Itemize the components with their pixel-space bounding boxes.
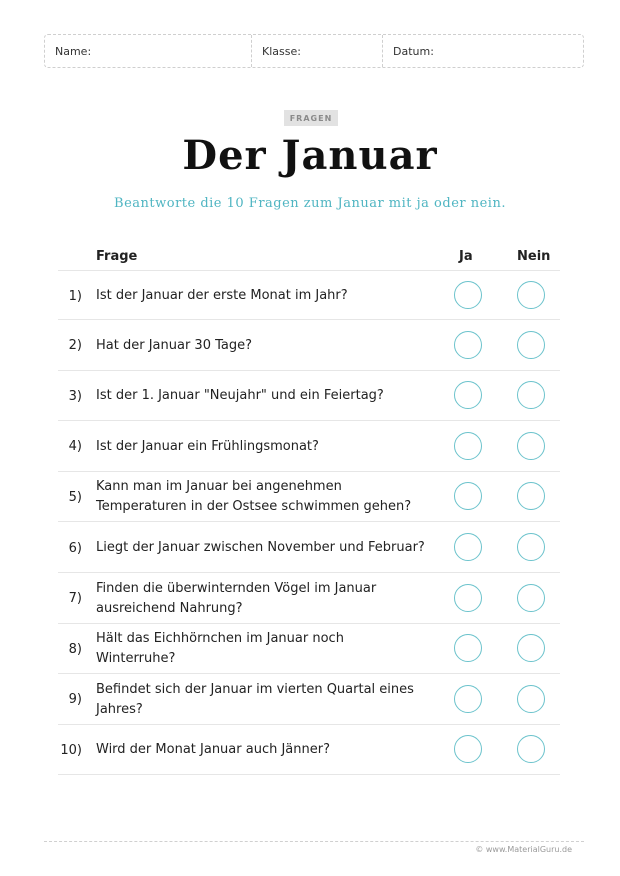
question-number: 3) <box>68 388 82 404</box>
question-number: 7) <box>68 591 82 607</box>
answer-no-circle[interactable] <box>517 533 545 561</box>
question-number: 6) <box>68 540 82 556</box>
copyright: © www.MaterialGuru.de <box>475 845 572 854</box>
table-row <box>58 422 560 472</box>
table-row <box>58 574 560 624</box>
question-number: 8) <box>68 641 82 657</box>
answer-yes-circle[interactable] <box>454 281 482 309</box>
table-row <box>58 321 560 371</box>
answer-yes-circle[interactable] <box>454 482 482 510</box>
answer-yes-circle[interactable] <box>454 381 482 409</box>
table-row <box>58 624 560 674</box>
question-text: Ist der Januar ein Frühlingsmonat? <box>96 438 319 454</box>
answer-no-circle[interactable] <box>517 432 545 460</box>
question-number: 4) <box>68 439 82 455</box>
student-info-box <box>44 34 584 68</box>
footer-divider <box>44 841 584 842</box>
answer-no-circle[interactable] <box>517 381 545 409</box>
question-number: 5) <box>68 489 82 505</box>
table-row <box>58 675 560 725</box>
answer-yes-circle[interactable] <box>454 331 482 359</box>
answer-yes-circle[interactable] <box>454 685 482 713</box>
column-header-question: Frage <box>96 249 138 264</box>
table-row <box>58 371 560 421</box>
answer-no-circle[interactable] <box>517 685 545 713</box>
column-header-yes: Ja <box>459 249 473 264</box>
answer-no-circle[interactable] <box>517 482 545 510</box>
answer-no-circle[interactable] <box>517 735 545 763</box>
answer-yes-circle[interactable] <box>454 584 482 612</box>
question-number: 1) <box>68 288 82 304</box>
table-row <box>58 725 560 775</box>
question-text: Hat der Januar 30 Tage? <box>96 337 252 353</box>
answer-no-circle[interactable] <box>517 584 545 612</box>
question-text: Wird der Monat Januar auch Jänner? <box>96 742 330 758</box>
answer-no-circle[interactable] <box>517 281 545 309</box>
question-text: Ist der Januar der erste Monat im Jahr? <box>96 288 348 303</box>
answer-yes-circle[interactable] <box>454 432 482 460</box>
page-title: Der Januar <box>182 132 438 179</box>
instructions: Beantworte die 10 Fragen zum Januar mit ja oder nein. <box>114 196 506 211</box>
question-number: 10) <box>60 742 82 758</box>
class-field[interactable] <box>251 35 382 67</box>
table-row <box>58 523 560 573</box>
table-row <box>58 270 560 320</box>
answer-yes-circle[interactable] <box>454 634 482 662</box>
answer-yes-circle[interactable] <box>454 533 482 561</box>
answer-no-circle[interactable] <box>517 331 545 359</box>
question-number: 2) <box>68 338 82 354</box>
name-label: Name: <box>55 44 92 58</box>
category-tag: FRAGEN <box>284 110 338 126</box>
table-row <box>58 472 560 522</box>
question-text: Befindet sich der Januar im vierten Quartal eines Jahres? <box>96 681 414 717</box>
question-text: Liegt der Januar zwischen November und Februar? <box>96 540 425 555</box>
answer-yes-circle[interactable] <box>454 735 482 763</box>
date-field[interactable] <box>382 35 583 67</box>
question-text: Ist der 1. Januar "Neujahr" und ein Feiertag? <box>96 388 384 404</box>
name-field[interactable] <box>45 35 251 67</box>
column-header-no: Nein <box>517 249 551 264</box>
question-text: Hält das Eichhörnchen im Januar noch Winterruhe? <box>96 631 344 667</box>
answer-no-circle[interactable] <box>517 634 545 662</box>
question-text: Finden die überwinternden Vögel im Januar ausreichend Nahrung? <box>96 580 377 616</box>
question-number: 9) <box>68 692 82 708</box>
class-label: Klasse: <box>262 44 301 58</box>
date-label: Datum: <box>393 44 434 58</box>
question-text: Kann man im Januar bei angenehmen Temperaturen in der Ostsee schwimmen gehen? <box>96 479 412 515</box>
